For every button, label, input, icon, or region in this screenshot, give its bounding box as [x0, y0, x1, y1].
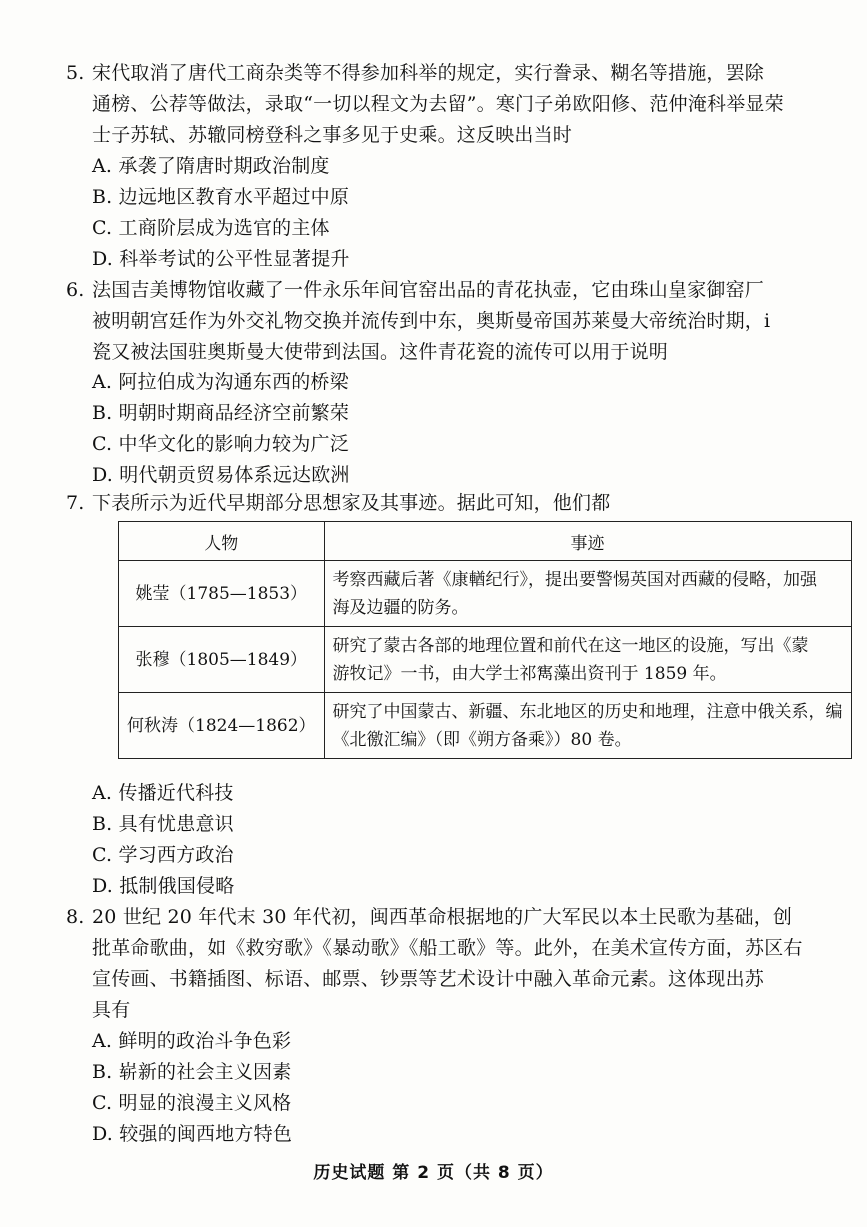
question-7-option-c: C. 学习西方政治 — [92, 844, 234, 866]
question-8-option-a: A. 鲜明的政治斗争色彩 — [92, 1030, 292, 1052]
question-6-option-c: C. 中华文化的影响力较为广泛 — [92, 433, 349, 455]
table-header-person: 人物 — [119, 522, 325, 561]
table-cell-deeds: 研究了蒙古各部的地理位置和前代在这一地区的设施，写出《蒙 游牧记》一书，由大学士祁寯藻出资刊于 1859 年。 — [324, 627, 851, 693]
question-8-option-b: B. 崭新的社会主义因素 — [92, 1061, 292, 1083]
table-row — [119, 561, 852, 627]
question-6-option-b: B. 明朝时期商品经济空前繁荣 — [92, 402, 350, 424]
thinkers-table — [118, 521, 852, 759]
question-5-stem-line-3: 士子苏轼、苏辙同榜登科之事多见于史乘。这反映出当时 — [92, 124, 573, 146]
table-cell-deeds: 考察西藏后著《康輶纪行》，提出要警惕英国对西藏的侵略，加强 海及边疆的防务。 — [324, 561, 851, 627]
question-8-stem-line-2: 批革命歌曲，如《救穷歌》《暴动歌》《船工歌》等。此外，在美术宣传方面，苏区右 — [92, 937, 803, 959]
question-7-option-b: B. 具有忧患意识 — [92, 813, 234, 835]
question-8-stem-line-1: 8. 20 世纪 20 年代末 30 年代初，闽西革命根据地的广大军民以本土民歌为基础，创 — [66, 902, 792, 933]
question-8-option-c: C. 明显的浪漫主义风格 — [92, 1092, 292, 1114]
question-8-stem-line-3: 宣传画、书籍插图、标语、邮票、钞票等艺术设计中融入革命元素。这体现出苏 — [92, 968, 765, 990]
question-7-stem-line-1: 7. 下表所示为近代早期部分思想家及其事迹。据此可知，他们都 — [66, 488, 610, 519]
question-6-option-d: D. 明代朝贡贸易体系远达欧洲 — [92, 464, 350, 486]
table-cell-person: 张穆（1805—1849） — [119, 627, 325, 693]
question-5-option-d: D. 科举考试的公平性显著提升 — [92, 248, 350, 270]
table-cell-person: 何秋涛（1824—1862） — [119, 693, 325, 759]
question-7-option-d: D. 抵制俄国侵略 — [92, 875, 235, 897]
table-row — [119, 627, 852, 693]
question-8-stem-line-4: 具有 — [92, 999, 131, 1021]
question-6-stem-line-3: 瓷又被法国驻奥斯曼大使带到法国。这件青花瓷的流传可以用于说明 — [92, 341, 669, 363]
question-5-option-b: B. 边远地区教育水平超过中原 — [92, 186, 350, 208]
table-row — [119, 693, 852, 759]
table-header-row — [119, 522, 852, 561]
question-5-stem-line-2: 通榜、公荐等做法，录取“一切以程文为去留”。寒门子弟欧阳修、范仲淹科举显荣 — [92, 93, 784, 115]
table-header-deeds: 事迹 — [324, 522, 851, 561]
question-number: 7. — [66, 492, 85, 514]
page-footer: 历史试题 第 2 页（共 8 页） — [313, 1163, 554, 1183]
question-6-option-a: A. 阿拉伯成为沟通东西的桥梁 — [92, 371, 349, 393]
question-8-option-d: D. 较强的闽西地方特色 — [92, 1123, 293, 1145]
table-cell-deeds: 研究了中国蒙古、新疆、东北地区的历史和地理，注意中俄关系，编 《北徼汇编》（即《朔方备乘》）80 卷。 — [324, 693, 851, 759]
table-cell-person: 姚莹（1785—1853） — [119, 561, 325, 627]
question-number: 8. — [66, 906, 85, 928]
question-5-option-a: A. 承袭了隋唐时期政治制度 — [92, 155, 330, 177]
question-number: 5. — [66, 62, 85, 84]
question-7-option-a: A. 传播近代科技 — [92, 782, 234, 804]
question-5-stem-line-1: 5. 宋代取消了唐代工商杂类等不得参加科举的规定，实行誊录、糊名等措施，罢除 — [66, 58, 764, 89]
question-6-stem-line-1: 6. 法国吉美博物馆收藏了一件永乐年间官窑出品的青花执壶，它由珠山皇家御窑厂 — [66, 275, 764, 306]
question-6-stem-line-2: 被明朝宫廷作为外交礼物交换并流传到中东，奥斯曼帝国苏莱曼大帝统治时期，i — [92, 310, 771, 332]
question-5-option-c: C. 工商阶层成为选官的主体 — [92, 217, 330, 239]
question-number: 6. — [66, 279, 85, 301]
